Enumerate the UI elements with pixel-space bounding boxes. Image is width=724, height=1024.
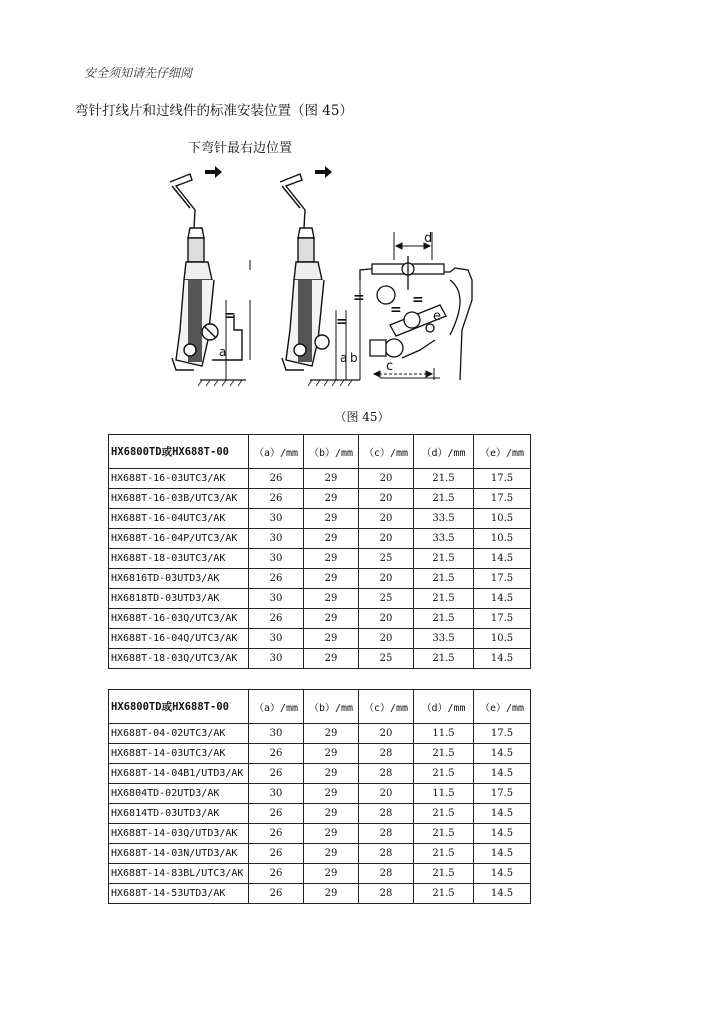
header-a: （a）/mm <box>249 690 304 724</box>
value-cell: 14.5 <box>474 884 531 904</box>
value-cell: 26 <box>249 764 304 784</box>
table-row <box>109 824 531 844</box>
label-c: c <box>386 359 394 374</box>
value-cell: 30 <box>249 629 304 649</box>
table-row <box>109 784 531 804</box>
value-cell: 14.5 <box>474 804 531 824</box>
figure-caption: （图 45） <box>334 410 390 424</box>
table-row <box>109 529 531 549</box>
model-cell: HX688T-16-04UTC3/AK <box>109 509 249 529</box>
model-cell: HX688T-14-04B1/UTD3/AK <box>109 764 249 784</box>
header-d: （d）/mm <box>414 435 474 469</box>
value-cell: 17.5 <box>474 569 531 589</box>
table-row <box>109 744 531 764</box>
value-cell: 30 <box>249 589 304 609</box>
value-cell: 29 <box>304 609 359 629</box>
model-cell: HX688T-04-02UTC3/AK <box>109 724 249 744</box>
value-cell: 30 <box>249 649 304 669</box>
value-cell: 29 <box>304 744 359 764</box>
value-cell: 14.5 <box>474 824 531 844</box>
value-cell: 26 <box>249 569 304 589</box>
table-row <box>109 764 531 784</box>
table-row <box>109 489 531 509</box>
model-cell: HX688T-14-83BL/UTC3/AK <box>109 864 249 884</box>
value-cell: 26 <box>249 744 304 764</box>
table-header-row <box>109 435 531 469</box>
model-cell: HX688T-16-04P/UTC3/AK <box>109 529 249 549</box>
needle-diagram <box>150 130 490 400</box>
dimension-c <box>374 371 432 377</box>
value-cell: 33.5 <box>414 629 474 649</box>
value-cell: 30 <box>249 784 304 804</box>
header-note: 安全须知请先仔细阅 <box>84 66 193 80</box>
value-cell: 21.5 <box>414 824 474 844</box>
value-cell: 30 <box>249 529 304 549</box>
value-cell: 11.5 <box>414 784 474 804</box>
model-cell: HX688T-14-03UTC3/AK <box>109 744 249 764</box>
value-cell: 14.5 <box>474 744 531 764</box>
value-cell: 29 <box>304 884 359 904</box>
figure-title: 下弯针最右边位置 <box>188 141 293 156</box>
value-cell: 17.5 <box>474 489 531 509</box>
table-row <box>109 884 531 904</box>
value-cell: 17.5 <box>474 469 531 489</box>
value-cell: 29 <box>304 509 359 529</box>
value-cell: 21.5 <box>414 589 474 609</box>
value-cell: 28 <box>359 804 414 824</box>
header-a: （a）/mm <box>249 435 304 469</box>
header-model: HX6800TD或HX688T-00 <box>109 690 249 724</box>
value-cell: 20 <box>359 569 414 589</box>
value-cell: 20 <box>359 469 414 489</box>
label-a-left: a <box>219 345 227 359</box>
value-cell: 21.5 <box>414 744 474 764</box>
value-cell: 20 <box>359 489 414 509</box>
header-e: （e）/mm <box>474 435 531 469</box>
header-c: （c）/mm <box>359 435 414 469</box>
header-model: HX6800TD或HX688T-00 <box>109 435 249 469</box>
value-cell: 20 <box>359 529 414 549</box>
value-cell: 28 <box>359 824 414 844</box>
model-cell: HX6814TD-03UTD3/AK <box>109 804 249 824</box>
value-cell: 20 <box>359 629 414 649</box>
value-cell: 26 <box>249 884 304 904</box>
table-row <box>109 844 531 864</box>
table-row <box>109 804 531 824</box>
value-cell: 14.5 <box>474 764 531 784</box>
value-cell: 21.5 <box>414 764 474 784</box>
arrow-icon <box>315 166 332 178</box>
table-row <box>109 589 531 609</box>
parallel-mark: = <box>412 292 424 308</box>
table-row <box>109 569 531 589</box>
value-cell: 21.5 <box>414 569 474 589</box>
value-cell: 29 <box>304 864 359 884</box>
value-cell: 11.5 <box>414 724 474 744</box>
header-e: （e）/mm <box>474 690 531 724</box>
value-cell: 21.5 <box>414 549 474 569</box>
table-body <box>109 724 531 904</box>
value-cell: 25 <box>359 589 414 609</box>
header-c: （c）/mm <box>359 690 414 724</box>
value-cell: 29 <box>304 784 359 804</box>
value-cell: 21.5 <box>414 864 474 884</box>
value-cell: 26 <box>249 824 304 844</box>
model-cell: HX6816TD-03UTD3/AK <box>109 569 249 589</box>
value-cell: 14.5 <box>474 649 531 669</box>
table-body <box>109 469 531 669</box>
left-looper-assembly <box>170 174 250 386</box>
table-header-row <box>109 690 531 724</box>
model-cell: HX6818TD-03UTD3/AK <box>109 589 249 609</box>
value-cell: 29 <box>304 844 359 864</box>
value-cell: 29 <box>304 649 359 669</box>
value-cell: 29 <box>304 489 359 509</box>
parallel-mark: = <box>224 308 236 324</box>
label-a-mid: a <box>340 351 348 365</box>
value-cell: 20 <box>359 509 414 529</box>
label-d: d <box>424 231 433 246</box>
figure-45 <box>150 130 490 400</box>
value-cell: 30 <box>249 724 304 744</box>
value-cell: 29 <box>304 629 359 649</box>
value-cell: 14.5 <box>474 844 531 864</box>
value-cell: 10.5 <box>474 509 531 529</box>
value-cell: 26 <box>249 609 304 629</box>
model-cell: HX688T-18-03UTC3/AK <box>109 549 249 569</box>
table-row <box>109 864 531 884</box>
model-cell: HX688T-16-03Q/UTC3/AK <box>109 609 249 629</box>
value-cell: 25 <box>359 649 414 669</box>
value-cell: 20 <box>359 609 414 629</box>
value-cell: 14.5 <box>474 589 531 609</box>
value-cell: 20 <box>359 724 414 744</box>
value-cell: 29 <box>304 549 359 569</box>
spec-table-1 <box>108 434 531 669</box>
value-cell: 26 <box>249 489 304 509</box>
value-cell: 29 <box>304 529 359 549</box>
value-cell: 28 <box>359 884 414 904</box>
value-cell: 30 <box>249 509 304 529</box>
value-cell: 28 <box>359 844 414 864</box>
model-cell: HX688T-16-03B/UTC3/AK <box>109 489 249 509</box>
value-cell: 28 <box>359 764 414 784</box>
arrow-icon <box>205 166 222 178</box>
value-cell: 33.5 <box>414 529 474 549</box>
value-cell: 17.5 <box>474 609 531 629</box>
value-cell: 28 <box>359 744 414 764</box>
value-cell: 21.5 <box>414 804 474 824</box>
value-cell: 29 <box>304 724 359 744</box>
value-cell: 21.5 <box>414 844 474 864</box>
value-cell: 28 <box>359 864 414 884</box>
value-cell: 10.5 <box>474 529 531 549</box>
value-cell: 21.5 <box>414 884 474 904</box>
model-cell: HX688T-14-03Q/UTD3/AK <box>109 824 249 844</box>
label-e: e <box>433 309 441 324</box>
table-row <box>109 724 531 744</box>
table-row <box>109 649 531 669</box>
header-d: （d）/mm <box>414 690 474 724</box>
value-cell: 30 <box>249 549 304 569</box>
value-cell: 29 <box>304 589 359 609</box>
model-cell: HX688T-16-04Q/UTC3/AK <box>109 629 249 649</box>
spec-table-2 <box>108 689 531 904</box>
model-cell: HX688T-14-03N/UTD3/AK <box>109 844 249 864</box>
value-cell: 21.5 <box>414 489 474 509</box>
value-cell: 10.5 <box>474 629 531 649</box>
thread-guide-mechanism <box>360 256 472 380</box>
value-cell: 14.5 <box>474 549 531 569</box>
value-cell: 29 <box>304 469 359 489</box>
value-cell: 29 <box>304 804 359 824</box>
section-title: 弯针打线片和过线件的标准安装位置（图 45） <box>75 103 353 119</box>
model-cell: HX6804TD-02UTD3/AK <box>109 784 249 804</box>
value-cell: 21.5 <box>414 649 474 669</box>
parallel-mark: = <box>390 302 402 318</box>
table-row <box>109 629 531 649</box>
value-cell: 21.5 <box>414 609 474 629</box>
value-cell: 20 <box>359 784 414 804</box>
value-cell: 17.5 <box>474 784 531 804</box>
header-b: （b）/mm <box>304 690 359 724</box>
value-cell: 26 <box>249 804 304 824</box>
right-looper-assembly <box>280 174 360 386</box>
value-cell: 26 <box>249 844 304 864</box>
value-cell: 26 <box>249 864 304 884</box>
value-cell: 21.5 <box>414 469 474 489</box>
value-cell: 14.5 <box>474 864 531 884</box>
model-cell: HX688T-18-03Q/UTC3/AK <box>109 649 249 669</box>
model-cell: HX688T-16-03UTC3/AK <box>109 469 249 489</box>
table-row <box>109 469 531 489</box>
parallel-mark: = <box>353 290 365 306</box>
parallel-mark: = <box>336 314 348 330</box>
header-b: （b）/mm <box>304 435 359 469</box>
model-cell: HX688T-14-53UTD3/AK <box>109 884 249 904</box>
label-b: b <box>350 351 358 365</box>
value-cell: 29 <box>304 569 359 589</box>
value-cell: 25 <box>359 549 414 569</box>
table-row <box>109 609 531 629</box>
value-cell: 33.5 <box>414 509 474 529</box>
value-cell: 17.5 <box>474 724 531 744</box>
table-row <box>109 509 531 529</box>
value-cell: 29 <box>304 764 359 784</box>
value-cell: 29 <box>304 824 359 844</box>
value-cell: 26 <box>249 469 304 489</box>
table-row <box>109 549 531 569</box>
